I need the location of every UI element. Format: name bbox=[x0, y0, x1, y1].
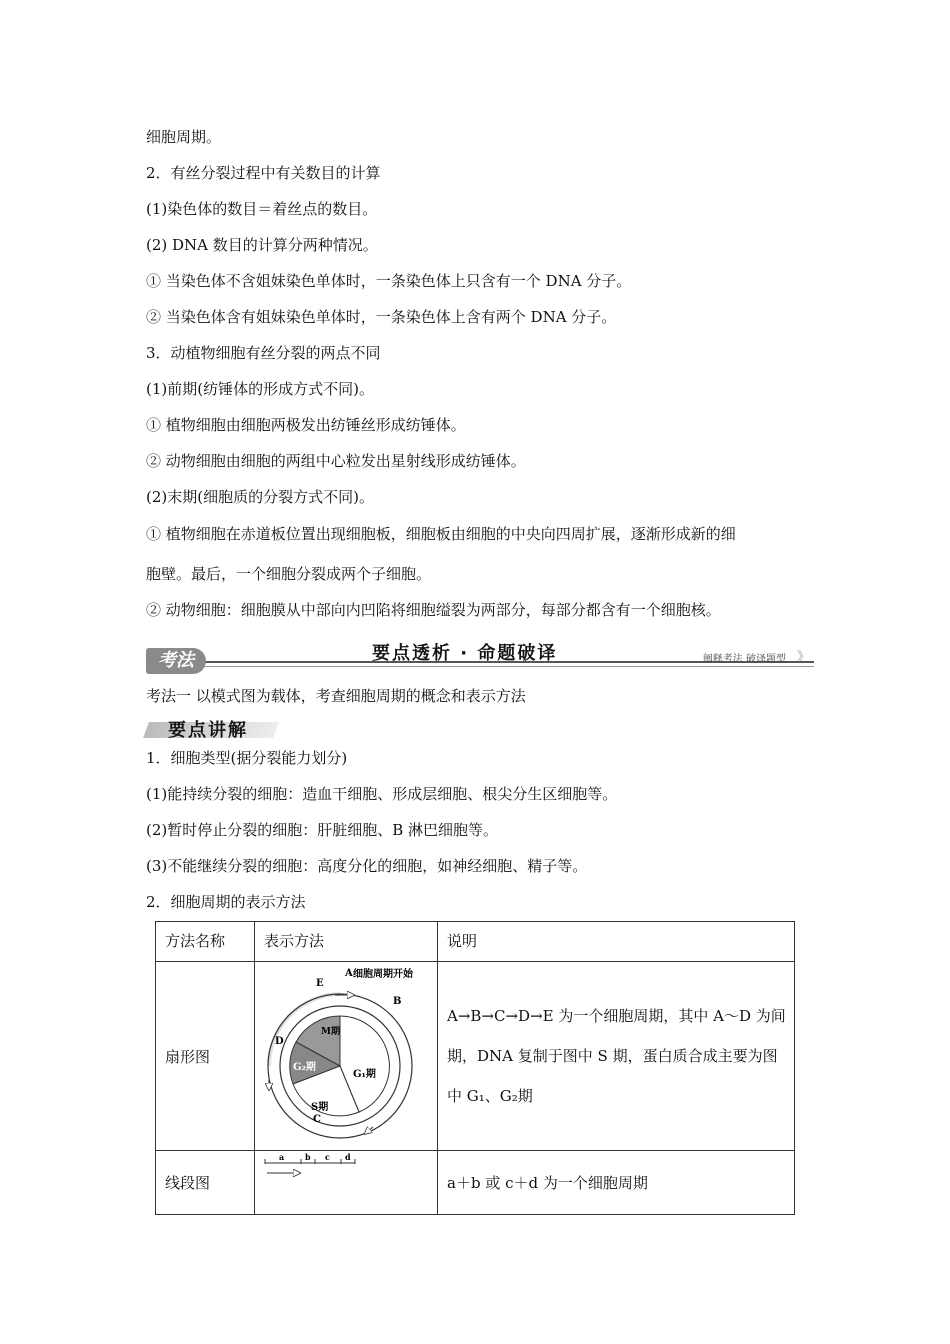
text-line: (2)暂时停止分裂的细胞：肝脏细胞、B 淋巴细胞等。 bbox=[146, 821, 499, 839]
text-line: (2)末期(细胞质的分裂方式不同)。 bbox=[146, 488, 374, 506]
text-line: 胞壁。最后，一个细胞分裂成两个子细胞。 bbox=[146, 565, 432, 583]
banner-rule-thin bbox=[186, 666, 814, 667]
text-line: (1)染色体的数目＝着丝点的数目。 bbox=[146, 200, 378, 218]
fan-letter-b: B bbox=[393, 996, 402, 1007]
text-line: ① 植物细胞由细胞两极发出纺锤丝形成纺锤体。 bbox=[146, 416, 466, 434]
description-cell: A→B→C→D→E 为一个细胞周期，其中 A～D 为间期，DNA 复制于图中 S 期，蛋白质合成主要为图中 G₁、G₂期 bbox=[438, 962, 795, 1151]
heading-text: 要点讲解 bbox=[168, 720, 248, 741]
fan-phase-m: M期 bbox=[321, 1027, 340, 1037]
table-header-row bbox=[156, 922, 795, 962]
banner-subtitle: 阐释考法 破译题型 bbox=[702, 654, 786, 665]
segment-label-b: b bbox=[305, 1152, 311, 1162]
fan-letter-c: C bbox=[313, 1114, 321, 1125]
fan-start-label: 细胞周期开始 bbox=[353, 969, 413, 980]
text-line: ② 当染色体含有姐妹染色单体时，一条染色体上含有两个 DNA 分子。 bbox=[146, 308, 617, 326]
segment-diagram bbox=[255, 1151, 435, 1191]
fan-letter-a: A bbox=[345, 968, 353, 979]
header-cell: 表示方法 bbox=[255, 922, 438, 962]
text-line: (2) DNA 数目的计算分两种情况。 bbox=[146, 236, 378, 254]
text-line: 1．细胞类型(据分裂能力划分) bbox=[146, 749, 348, 767]
text-line: 3．动植物细胞有丝分裂的两点不同 bbox=[146, 344, 381, 362]
fan-letter-d: D bbox=[275, 1036, 284, 1047]
header-cell: 说明 bbox=[438, 922, 795, 962]
fan-diagram bbox=[255, 962, 435, 1146]
section-heading bbox=[146, 716, 286, 740]
text-line: ② 动物细胞：细胞膜从中部向内凹陷将细胞缢裂为两部分，每部分都含有一个细胞核。 bbox=[146, 601, 721, 619]
text-line: (3)不能继续分裂的细胞：高度分化的细胞，如神经细胞、精子等。 bbox=[146, 857, 588, 875]
table-row bbox=[156, 962, 795, 1151]
text-line: ② 动物细胞由细胞的两组中心粒发出星射线形成纺锤体。 bbox=[146, 452, 526, 470]
methods-table bbox=[155, 921, 795, 1215]
segment-label-d: d bbox=[345, 1152, 351, 1162]
text-line: ① 植物细胞在赤道板位置出现细胞板，细胞板由细胞的中央向四周扩展，逐渐形成新的细 bbox=[146, 525, 736, 543]
method-name-cell: 线段图 bbox=[156, 1151, 255, 1215]
chevron-right-icon: 》 bbox=[796, 650, 810, 665]
fan-phase-g1: G₁期 bbox=[353, 1069, 376, 1080]
segment-label-a: a bbox=[279, 1152, 285, 1162]
table-row bbox=[156, 1151, 795, 1215]
diagram-cell bbox=[255, 1151, 438, 1215]
banner-badge: 考法 bbox=[146, 648, 206, 674]
text-line: ① 当染色体不含姐妹染色单体时，一条染色体上只含有一个 DNA 分子。 bbox=[146, 272, 632, 290]
text-line: 细胞周期。 bbox=[146, 128, 222, 146]
diagram-cell bbox=[255, 962, 438, 1151]
section-banner bbox=[146, 636, 814, 678]
fan-phase-g2: G₂期 bbox=[293, 1062, 316, 1073]
segment-label-c: c bbox=[325, 1152, 330, 1162]
description-cell: a＋b 或 c＋d 为一个细胞周期 bbox=[438, 1151, 795, 1215]
header-cell: 方法名称 bbox=[156, 922, 255, 962]
fan-phase-s: S期 bbox=[311, 1102, 329, 1113]
method-name-cell: 扇形图 bbox=[156, 962, 255, 1151]
fan-letter-e: E bbox=[316, 978, 324, 989]
text-line: (1)能持续分裂的细胞：造血干细胞、形成层细胞、根尖分生区细胞等。 bbox=[146, 785, 618, 803]
text-line: (1)前期(纺锤体的形成方式不同)。 bbox=[146, 380, 374, 398]
kaofa-line: 考法一 以模式图为载体，考查细胞周期的概念和表示方法 bbox=[146, 687, 526, 705]
text-line: 2．有丝分裂过程中有关数目的计算 bbox=[146, 164, 381, 182]
text-line: 2．细胞周期的表示方法 bbox=[146, 893, 306, 911]
banner-title: 要点透析 · 命题破译 bbox=[372, 643, 558, 664]
